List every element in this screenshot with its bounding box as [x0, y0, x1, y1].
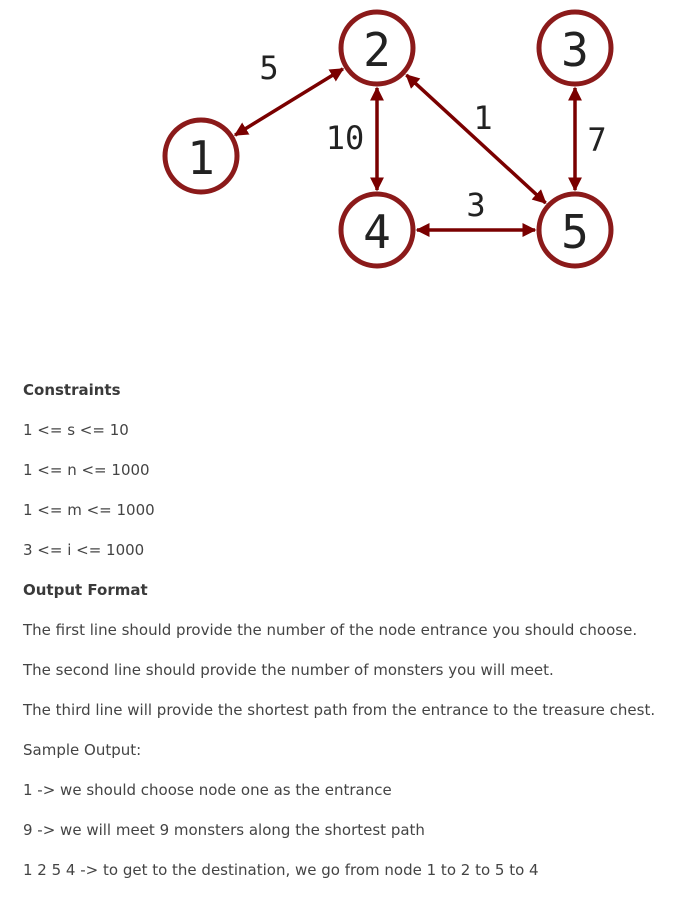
- sample-output-heading: Sample Output:: [23, 741, 142, 759]
- nodes: [165, 12, 611, 266]
- sample-output-line: 1 2 5 4 -> to get to the destination, we go from node 1 to 2 to 5 to 4: [23, 861, 539, 879]
- node-label: 3: [561, 23, 589, 77]
- node-5: [539, 194, 611, 266]
- node-1: [165, 120, 237, 192]
- output-format-line: The first line should provide the number of the node entrance you should choose.: [23, 621, 638, 639]
- edge-weight-label: 3: [466, 186, 486, 224]
- constraints-heading: Constraints: [23, 381, 121, 399]
- graph-diagram: [0, 0, 699, 300]
- node-4: [341, 194, 413, 266]
- node-2: [341, 12, 413, 84]
- constraint-item: 1 <= n <= 1000: [23, 461, 150, 479]
- node-label: 2: [363, 23, 391, 77]
- edge-weight-label: 10: [325, 119, 365, 157]
- constraint-item: 1 <= m <= 1000: [23, 501, 155, 519]
- node-label: 5: [561, 205, 589, 259]
- sample-output-line: 9 -> we will meet 9 monsters along the shortest path: [23, 821, 425, 839]
- output-format-heading: Output Format: [23, 581, 148, 599]
- constraint-item: 1 <= s <= 10: [23, 421, 129, 439]
- edge-weight-label: 1: [473, 99, 493, 137]
- output-format-line: The second line should provide the number of monsters you will meet.: [23, 661, 554, 679]
- problem-description: [23, 380, 683, 900]
- edge-weight-label: 7: [587, 121, 607, 159]
- constraint-item: 3 <= i <= 1000: [23, 541, 145, 559]
- node-label: 4: [363, 205, 391, 259]
- node-3: [539, 12, 611, 84]
- sample-output-line: 1 -> we should choose node one as the entrance: [23, 781, 392, 799]
- edge-2-5: [406, 75, 545, 203]
- output-format-line: The third line will provide the shortest path from the entrance to the treasure chest.: [23, 701, 656, 719]
- edge-weight-label: 5: [259, 49, 279, 87]
- node-label: 1: [187, 131, 215, 185]
